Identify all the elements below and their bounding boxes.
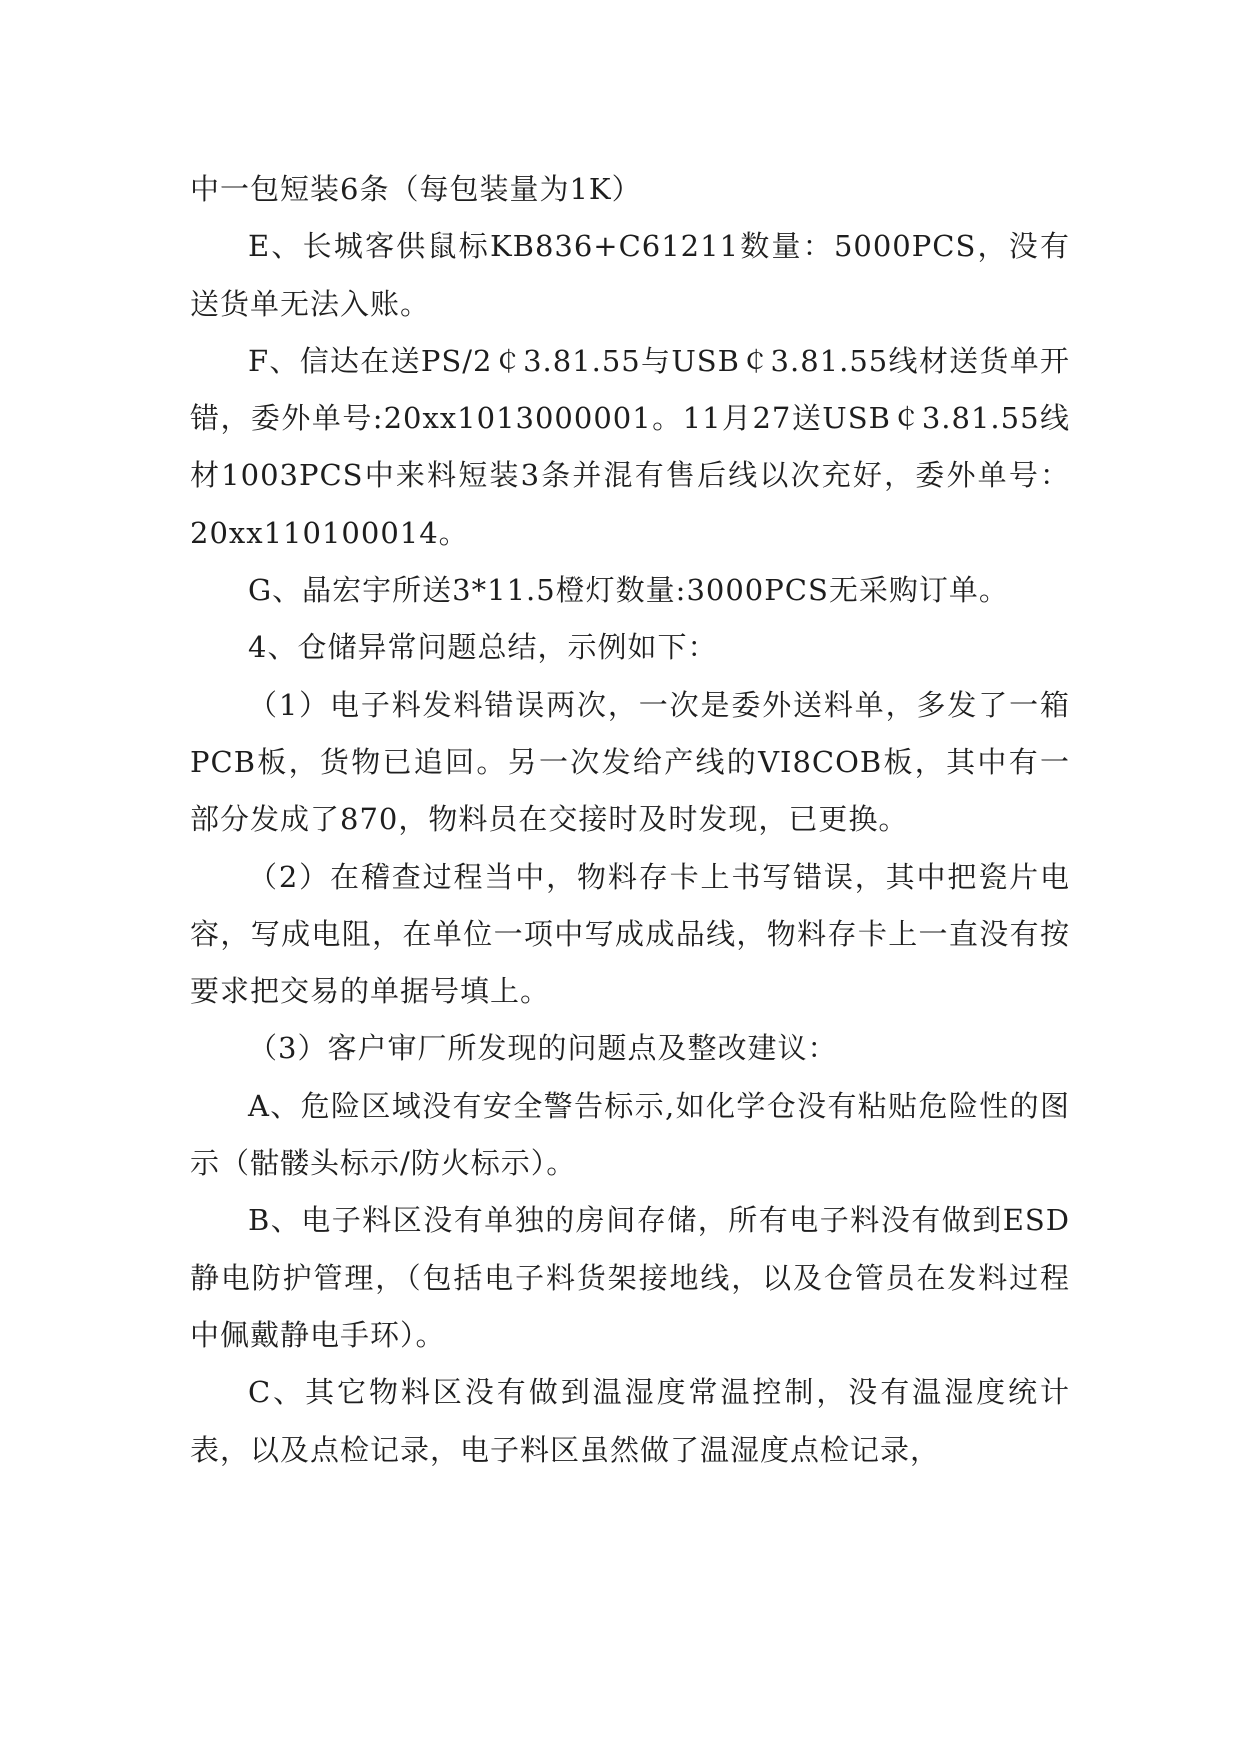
- paragraph-item-b: B、电子料区没有单独的房间存储，所有电子料没有做到ESD静电防护管理，（包括电子料货架接地线，以及仓管员在发料过程中佩戴静电手环）。: [190, 1203, 1070, 1352]
- paragraph-point-2: （2）在稽查过程当中，物料存卡上书写错误，其中把瓷片电容，写成电阻，在单位一项中写成成品线，物料存卡上一直没有按要求把交易的单据号填上。: [190, 859, 1070, 1009]
- paragraph-item-c: C、其它物料区没有做到温湿度常温控制，没有温湿度统计表，以及点检记录，电子料区虽然做了温湿度点检记录，: [190, 1375, 1070, 1467]
- paragraph-item-e: E、长城客供鼠标KB836+C61211数量：5000PCS，没有送货单无法入账。: [190, 229, 1070, 321]
- paragraph-item-f: F、信达在送PS/2￠3.81.55与USB￠3.81.55线材送货单开错，委外单号:20xx1013000001。11月27送USB￠3.81.55线材1003PCS中来料短装3条并混有售后线以次充好，委外单号：20xx110100014。: [190, 343, 1070, 550]
- document-body: [190, 161, 1070, 1479]
- paragraph-continuation: 中一包短装6条（每包装量为1K）: [190, 172, 642, 206]
- paragraph-item-a: A、危险区域没有安全警告标示,如化学仓没有粘贴危险性的图示（骷髅头标示/防火标示）。: [190, 1088, 1070, 1181]
- paragraph-point-3: （3）客户审厂所发现的问题点及整改建议：: [248, 1031, 838, 1066]
- paragraph-item-g: G、晶宏宇所送3*11.5橙灯数量:3000PCS无采购订单。: [248, 573, 1009, 608]
- paragraph-section-4: 4、仓储异常问题总结，示例如下：: [248, 630, 718, 665]
- paragraph-point-1: （1）电子料发料错误两次，一次是委外送料单，多发了一箱PCB板，货物已追回。另一次发给产线的VI8COB板，其中有一部分发成了870，物料员在交接时及时发现，已更换。: [190, 687, 1070, 837]
